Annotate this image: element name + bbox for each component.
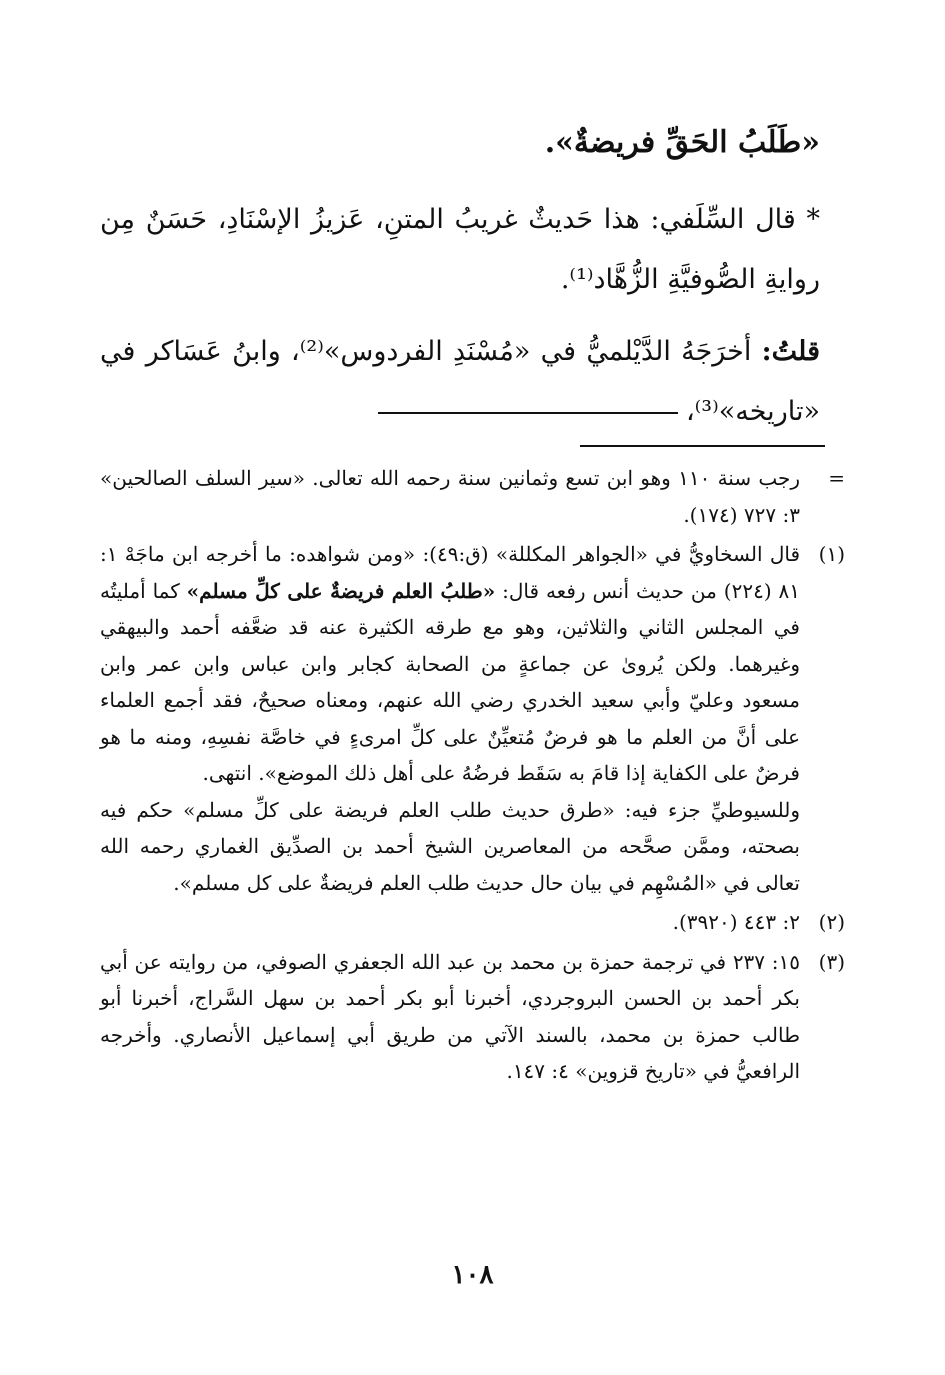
footnotes: [100, 460, 845, 1090]
footnote-2-number: (٢): [818, 910, 845, 934]
silafi-comment: * قال السِّلَفي: هذا حَديثٌ غريبُ المتنِ، عَزيزُ الإسْنَادِ، حَسَنٌ مِن روايةِ الصُّوفيَّةِ الزُّهَّاد⁽¹⁾.: [100, 204, 820, 295]
author-comment-label: قلتُ:: [761, 336, 820, 367]
footnote-1-number: (١): [818, 542, 845, 566]
footnote-3-text: ١٥: ٢٣٧ في ترجمة حمزة بن محمد بن عبد الله الجعفري الصوفي، من روايته عن أبي بكر أحمد بن الحسن البروجردي، أخبرنا أبو بكر أحمد بن سهل السَّراج، أخبرنا أبو طالب حمزة بن محمد، بالسند الآتي من طريق أبي إسماعيل الأنصاري. وأخرجه الرافعيُّ في «تاريخ قزوين» ٤: ١٤٧.: [100, 949, 800, 1083]
footnote-1-hadith: «طلبُ العلم فريضةٌ على كلِّ مسلم»: [186, 578, 496, 603]
footnote-1: [100, 536, 845, 901]
continuation-line: [378, 412, 678, 414]
footnote-1-suyuti: وللسيوطيِّ جزء فيه: «طرق حديث طلب العلم فريضة على كلِّ مسلم» حكم فيه بصحته، وممَّن صحَّحه من المعاصرين الشيخ أحمد بن الصدِّيق الغماري رحمه الله تعالى في «المُسْهِم في بيان حال حديث طلب العلم فريضةٌ على كل مسلم».: [100, 797, 800, 895]
page-number: ١٠٨: [451, 1260, 494, 1290]
footnote-separator: [580, 445, 825, 447]
footnote-continuation-text: رجب سنة ١١٠ وهو ابن تسع وثمانين سنة رحمه الله تعالى. «سير السلف الصالحين» ٣: ٧٢٧ (١٧٤).: [100, 466, 800, 527]
footnote-1-body: كما أمليتُه في المجلس الثاني والثلاثين، وهو مع طرقه الكثيرة عنه قد ضعَّفه أحمد والبيهقي وغيرهما. ولكن يُروىٰ عن جماعةٍ من الصحابة كجابر وابن عباس وابن عمر وابن مسعود وعليّ وأبي سعيد الخدري رضي الله عنهم، ومعناه صحيحٌ، فقد أجمع العلماء على أنَّ من العلم ما هو فرضٌ مُتعيِّنٌ على كلِّ امرىءٍ في خاصَّة نفسِهِ، ومنه ما هو فرضٌ على الكفاية إذا قامَ به سَقَط فرضُهُ على أهل ذلك الموضع». انتهى.: [100, 578, 800, 785]
author-comment: [100, 322, 820, 442]
author-comment-text: أخرَجَهُ الدَّيْلميُّ في «مُسْنَدِ الفردوس»⁽²⁾، وابنُ عَسَاكر في «تاريخه»⁽³⁾،: [100, 336, 820, 427]
footnote-continuation: [100, 460, 845, 533]
footnote-2: [100, 904, 845, 941]
main-text: [100, 118, 820, 442]
footnote-3: [100, 944, 845, 1090]
continuation-marker: =: [828, 466, 845, 490]
footnote-2-text: ٢: ٤٤٣ (٣٩٢٠).: [672, 910, 800, 934]
footnote-1-text: [100, 536, 800, 792]
footnote-1-intro: قال السخاويُّ في «الجواهر المكللة» (ق:٤٩): «ومن شواهده: ما أخرجه ابن ماجَهْ ١: ٨١ (٢٢٤) من حديث أنس رفعه قال:: [100, 542, 801, 603]
hadith-heading: «طَلَبُ الحَقِّ فريضةٌ».: [544, 125, 820, 160]
footnote-3-number: (٣): [818, 949, 845, 974]
